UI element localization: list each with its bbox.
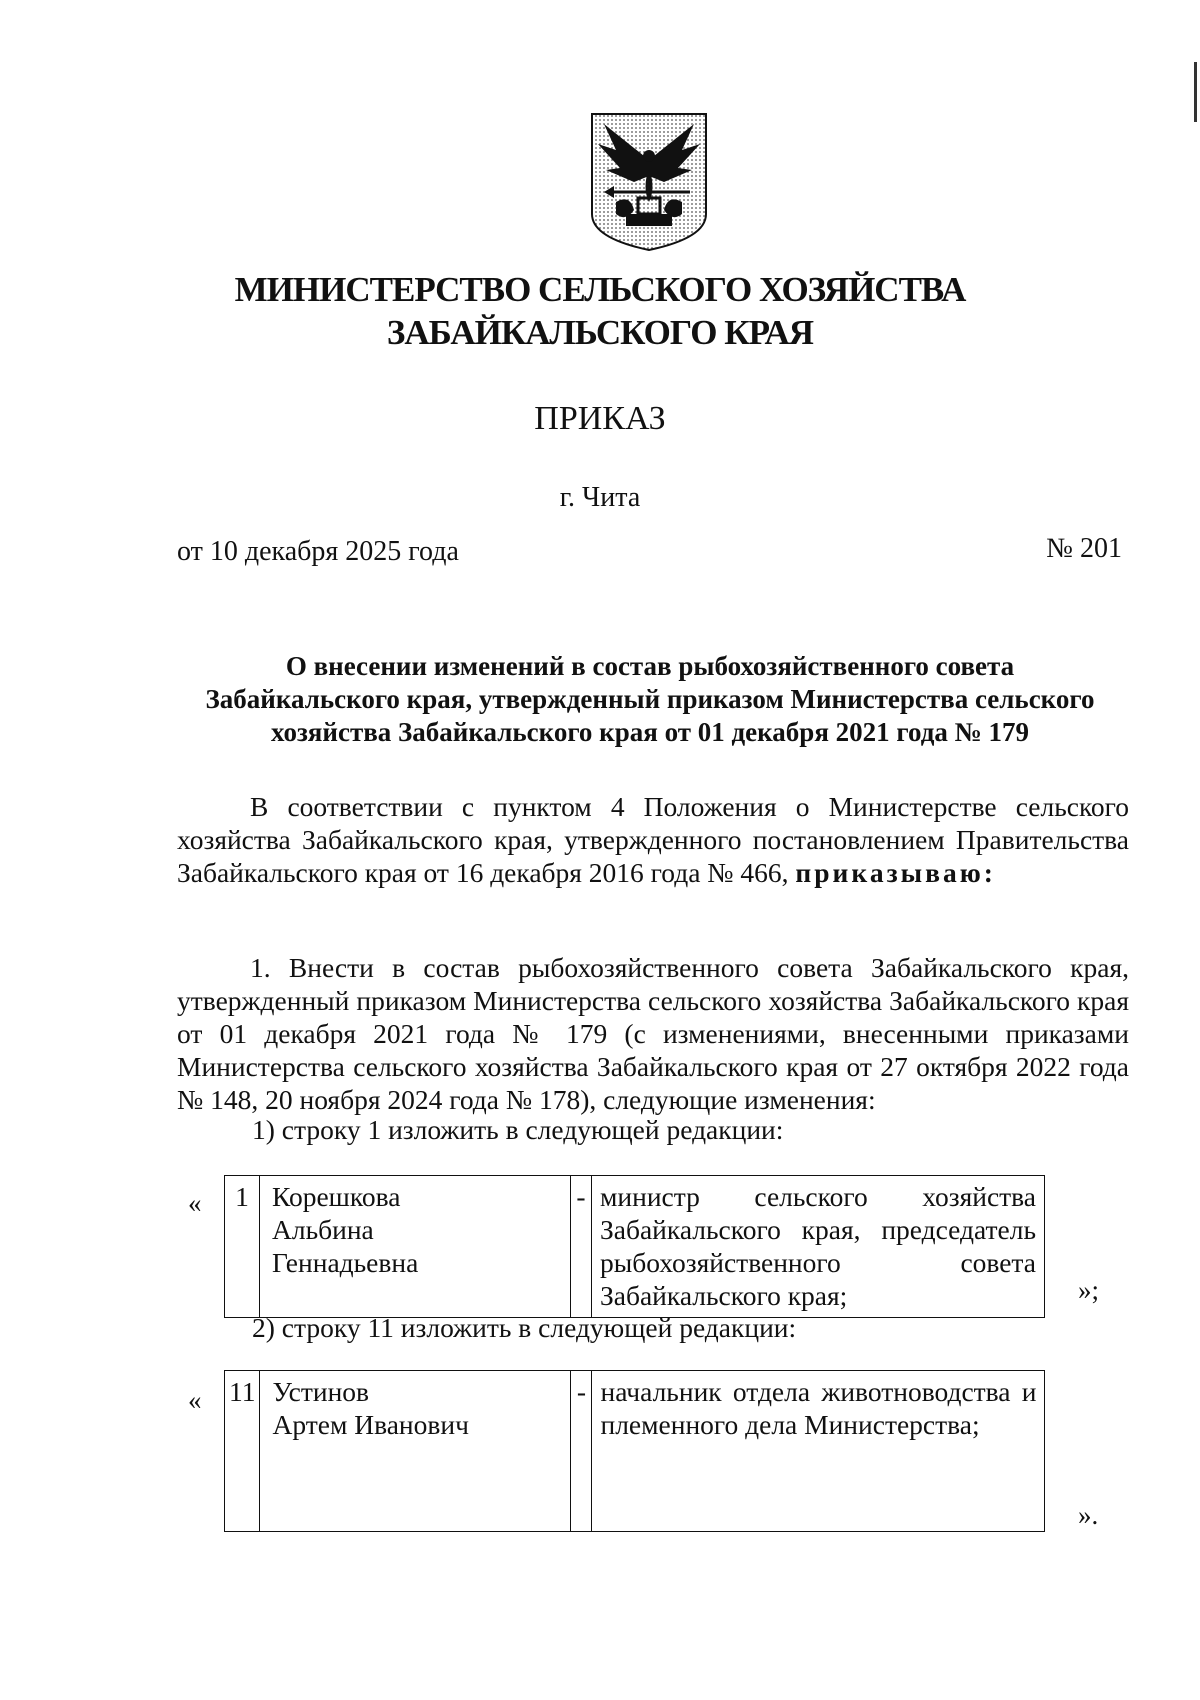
clause-1-paragraph (177, 951, 1129, 1116)
coat-of-arms-icon (586, 110, 712, 252)
command-word: приказываю: (795, 857, 996, 888)
order-number: № 201 (1046, 533, 1122, 564)
ministry-name-line1: МИНИСТЕРСТВО СЕЛЬСКОГО ХОЗЯЙСТВА (234, 270, 966, 309)
preamble-paragraph (177, 790, 1129, 889)
row2-open-quote: « (188, 1385, 202, 1415)
row1-close-quote: »; (1078, 1275, 1100, 1305)
title-line: Забайкальского края, утвержденный приказом Министерства сельского (205, 684, 1095, 714)
preamble-text: В соответствии с пунктом 4 Положения о Министерстве сельского хозяйства Забайкальского края, утвержденного постановлением Правительства Забайкальского края от 16 декабря 2016 года № 466, (177, 791, 1129, 888)
item-2-instruction: 2) строку 11 изложить в следующей редакции: (252, 1312, 797, 1343)
member-row-11 (224, 1370, 1045, 1532)
member-role: начальник отдела животноводства и племенного дела Министерства; (592, 1371, 1045, 1532)
member-row-1 (224, 1175, 1045, 1318)
title-line: О внесении изменений в состав рыбохозяйственного совета (285, 651, 1015, 681)
row1-open-quote: « (188, 1188, 202, 1218)
order-date: от 10 декабря 2025 года (177, 536, 459, 567)
row-number: 1 (225, 1176, 260, 1318)
clause-1-text: 1. Внести в состав рыбохозяйственного совета Забайкальского края, утвержденный приказом Министерства сельского хозяйства Забайкальского края от 01 декабря 2021 года № 179 (с изменениями, внесенными приказами Министерства сельского хозяйства Забайкальского края от 27 октября 2022 года № 148, 20 ноября 2024 года № 178), следующие изменения: (177, 952, 1129, 1115)
member-role: министр сельского хозяйства Забайкальского края, председатель рыбохозяйственного совета Забайкальского края; (592, 1176, 1045, 1318)
dash: - (571, 1371, 592, 1532)
member-name: Корешкова Альбина Геннадьевна (260, 1176, 571, 1318)
row-number: 11 (225, 1371, 260, 1532)
dash: - (571, 1176, 592, 1318)
row2-close-quote: ». (1078, 1500, 1099, 1530)
title-line: хозяйства Забайкальского края от 01 декабря 2021 года № 179 (270, 717, 1030, 747)
document-type: ПРИКАЗ (534, 400, 666, 437)
member-name: Устинов Артем Иванович (260, 1371, 571, 1532)
city: г. Чита (559, 482, 641, 513)
ministry-name-line2: ЗАБАЙКАЛЬСКОГО КРАЯ (386, 313, 814, 352)
item-1-instruction: 1) строку 1 изложить в следующей редакции: (252, 1114, 784, 1145)
page-edge-mark (1194, 62, 1197, 122)
order-title (170, 650, 1130, 749)
